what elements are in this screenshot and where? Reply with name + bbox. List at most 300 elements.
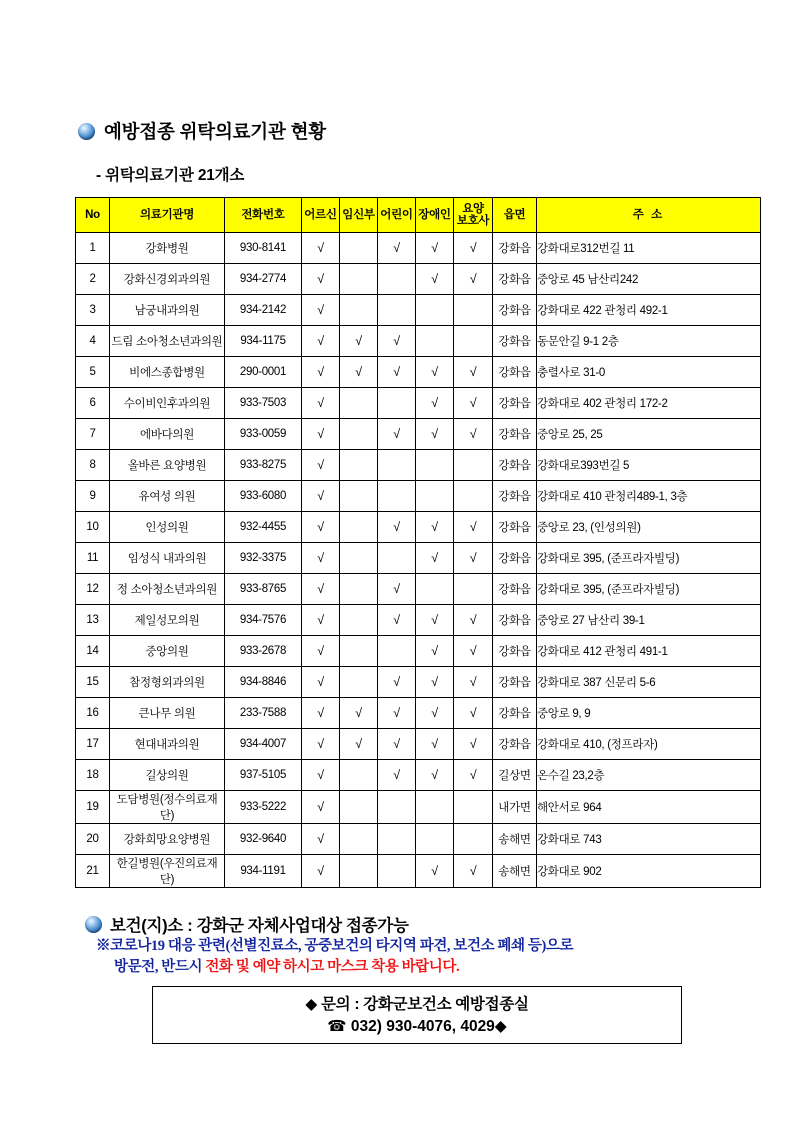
cell-tel: 932-9640 — [225, 824, 302, 855]
cell-name: 길상의원 — [110, 760, 225, 791]
cell-tel: 290-0001 — [225, 357, 302, 388]
cell-town: 강화읍 — [493, 698, 537, 729]
cell-no: 9 — [76, 481, 110, 512]
cell-caregiver — [454, 543, 493, 574]
cell-town: 강화읍 — [493, 233, 537, 264]
cell-pregnant — [340, 605, 378, 636]
check-icon: √ — [393, 240, 400, 255]
cell-name: 참정형외과의원 — [110, 667, 225, 698]
table-row — [76, 233, 761, 264]
cell-child — [378, 233, 416, 264]
check-icon: √ — [317, 519, 324, 534]
col-header-disabled: 장애인 — [416, 198, 454, 233]
cell-child — [378, 855, 416, 888]
cell-caregiver — [454, 326, 493, 357]
cell-town: 강화읍 — [493, 667, 537, 698]
check-icon: √ — [317, 457, 324, 472]
cell-address: 강화대로 395, (준프라자빌딩) — [537, 543, 761, 574]
cell-tel: 933-2678 — [225, 636, 302, 667]
check-icon: √ — [393, 333, 400, 348]
check-icon: √ — [393, 364, 400, 379]
table-row — [76, 574, 761, 605]
health-center-heading — [85, 912, 409, 936]
cell-disabled — [416, 760, 454, 791]
cell-no: 16 — [76, 698, 110, 729]
cell-no: 12 — [76, 574, 110, 605]
cell-no: 19 — [76, 791, 110, 824]
cell-name: 남궁내과의원 — [110, 295, 225, 326]
col-header-name: 의료기관명 — [110, 198, 225, 233]
cell-no: 20 — [76, 824, 110, 855]
check-icon: √ — [317, 643, 324, 658]
cell-tel: 937-5105 — [225, 760, 302, 791]
table-header — [76, 198, 761, 233]
cell-town: 강화읍 — [493, 326, 537, 357]
table-row — [76, 760, 761, 791]
table-row — [76, 357, 761, 388]
cell-address: 강화대로 395, (준프라자빌딩) — [537, 574, 761, 605]
check-icon: √ — [317, 736, 324, 751]
check-icon: √ — [317, 674, 324, 689]
check-icon: √ — [469, 364, 477, 379]
check-icon: √ — [393, 581, 400, 596]
cell-name: 강화희망요양병원 — [110, 824, 225, 855]
cell-caregiver — [454, 855, 493, 888]
cell-tel: 934-2774 — [225, 264, 302, 295]
cell-address: 충렬사로 31-0 — [537, 357, 761, 388]
cell-caregiver — [454, 636, 493, 667]
check-icon: √ — [431, 240, 438, 255]
cell-disabled — [416, 824, 454, 855]
cell-town: 강화읍 — [493, 605, 537, 636]
cell-tel: 934-2142 — [225, 295, 302, 326]
contact-phone: ☎ 032) 930-4076, 4029◆ — [327, 1018, 507, 1035]
col-header-address: 주 소 — [537, 198, 761, 233]
cell-tel: 934-7576 — [225, 605, 302, 636]
cell-elderly — [302, 791, 340, 824]
cell-elderly — [302, 233, 340, 264]
cell-elderly — [302, 824, 340, 855]
cell-town: 강화읍 — [493, 295, 537, 326]
cell-elderly — [302, 450, 340, 481]
cell-caregiver — [454, 233, 493, 264]
cell-tel: 934-1191 — [225, 855, 302, 888]
table-row — [76, 326, 761, 357]
check-icon: √ — [355, 736, 362, 751]
cell-caregiver — [454, 824, 493, 855]
cell-town: 강화읍 — [493, 357, 537, 388]
cell-child — [378, 791, 416, 824]
page-title — [78, 118, 326, 144]
check-icon: √ — [431, 674, 438, 689]
cell-name: 강화신경외과의원 — [110, 264, 225, 295]
cell-pregnant — [340, 388, 378, 419]
cell-disabled — [416, 326, 454, 357]
cell-no: 14 — [76, 636, 110, 667]
cell-no: 3 — [76, 295, 110, 326]
cell-disabled — [416, 357, 454, 388]
cell-address: 강화대로 410 관청리489-1, 3층 — [537, 481, 761, 512]
cell-town: 강화읍 — [493, 264, 537, 295]
cell-name: 임성식 내과의원 — [110, 543, 225, 574]
cell-address: 해안서로 964 — [537, 791, 761, 824]
cell-address: 중앙로 23, (인성의원) — [537, 512, 761, 543]
cell-name: 정 소아청소년과의원 — [110, 574, 225, 605]
cell-name: 유여성 의원 — [110, 481, 225, 512]
cell-elderly — [302, 388, 340, 419]
table-row — [76, 264, 761, 295]
col-header-child: 어린이 — [378, 198, 416, 233]
cell-caregiver — [454, 388, 493, 419]
cell-tel: 933-6080 — [225, 481, 302, 512]
cell-elderly — [302, 698, 340, 729]
cell-caregiver — [454, 357, 493, 388]
cell-child — [378, 326, 416, 357]
cell-tel: 933-5222 — [225, 791, 302, 824]
cell-elderly — [302, 667, 340, 698]
cell-pregnant — [340, 357, 378, 388]
cell-child — [378, 481, 416, 512]
cell-no: 17 — [76, 729, 110, 760]
cell-tel: 233-7588 — [225, 698, 302, 729]
cell-child — [378, 357, 416, 388]
cell-disabled — [416, 605, 454, 636]
cell-town: 송해면 — [493, 855, 537, 888]
check-icon: √ — [317, 863, 324, 878]
cell-town: 강화읍 — [493, 574, 537, 605]
cell-name: 에바다의원 — [110, 419, 225, 450]
cell-child — [378, 729, 416, 760]
cell-child — [378, 388, 416, 419]
page-subtitle: - 위탁의료기관 21개소 — [96, 167, 245, 184]
check-icon: √ — [317, 550, 324, 565]
cell-tel: 934-8846 — [225, 667, 302, 698]
table-row — [76, 824, 761, 855]
cell-address: 강화대로 412 관청리 491-1 — [537, 636, 761, 667]
cell-elderly — [302, 264, 340, 295]
check-icon: √ — [317, 333, 324, 348]
cell-pregnant — [340, 419, 378, 450]
table-row — [76, 605, 761, 636]
cell-elderly — [302, 543, 340, 574]
check-icon: √ — [469, 519, 477, 534]
cell-town: 강화읍 — [493, 512, 537, 543]
col-header-caregiver — [454, 198, 493, 233]
cell-address: 강화대로393번길 5 — [537, 450, 761, 481]
cell-elderly — [302, 481, 340, 512]
cell-tel: 934-4007 — [225, 729, 302, 760]
covid-notice-line2-red: 전화 및 예약 하시고 마스크 착용 바랍니다. — [205, 958, 460, 975]
health-center-heading-text: 보건(지)소 : 강화군 자체사업대상 접종가능 — [110, 917, 409, 935]
cell-address: 강화대로 410, (정프라자) — [537, 729, 761, 760]
cell-child — [378, 667, 416, 698]
cell-disabled — [416, 481, 454, 512]
cell-town: 강화읍 — [493, 729, 537, 760]
cell-elderly — [302, 512, 340, 543]
covid-notice-line2 — [96, 957, 736, 978]
cell-tel: 933-0059 — [225, 419, 302, 450]
cell-name: 비에스종합병원 — [110, 357, 225, 388]
table-row — [76, 419, 761, 450]
cell-disabled — [416, 667, 454, 698]
institutions-table — [75, 197, 761, 888]
cell-pregnant — [340, 574, 378, 605]
cell-address: 중앙로 9, 9 — [537, 698, 761, 729]
cell-town: 강화읍 — [493, 481, 537, 512]
cell-no: 4 — [76, 326, 110, 357]
page-title-text: 예방접종 위탁의료기관 현황 — [104, 121, 326, 142]
check-icon: √ — [469, 674, 477, 689]
cell-no: 13 — [76, 605, 110, 636]
check-icon: √ — [469, 395, 477, 410]
cell-no: 2 — [76, 264, 110, 295]
check-icon: √ — [431, 767, 438, 782]
cell-name: 올바른 요양병원 — [110, 450, 225, 481]
cell-elderly — [302, 357, 340, 388]
cell-town: 강화읍 — [493, 419, 537, 450]
check-icon: √ — [355, 333, 362, 348]
cell-name: 현대내과의원 — [110, 729, 225, 760]
cell-caregiver — [454, 667, 493, 698]
cell-address: 강화대로 743 — [537, 824, 761, 855]
cell-address: 강화대로 402 관청리 172-2 — [537, 388, 761, 419]
cell-disabled — [416, 233, 454, 264]
col-header-no: No — [76, 198, 110, 233]
cell-pregnant — [340, 729, 378, 760]
cell-child — [378, 543, 416, 574]
check-icon: √ — [469, 240, 477, 255]
cell-address: 강화대로 422 관청리 492-1 — [537, 295, 761, 326]
cell-elderly — [302, 419, 340, 450]
cell-pregnant — [340, 450, 378, 481]
cell-caregiver — [454, 605, 493, 636]
check-icon: √ — [431, 426, 438, 441]
check-icon: √ — [393, 519, 400, 534]
check-icon: √ — [469, 612, 477, 627]
cell-elderly — [302, 295, 340, 326]
table-row — [76, 791, 761, 824]
cell-disabled — [416, 388, 454, 419]
check-icon: √ — [317, 364, 324, 379]
col-header-caregiver-line1: 요양 — [462, 202, 484, 215]
cell-elderly — [302, 636, 340, 667]
cell-pregnant — [340, 636, 378, 667]
cell-no: 6 — [76, 388, 110, 419]
cell-name: 인성의원 — [110, 512, 225, 543]
cell-disabled — [416, 295, 454, 326]
check-icon: √ — [317, 831, 324, 846]
cell-elderly — [302, 855, 340, 888]
cell-no: 1 — [76, 233, 110, 264]
cell-tel: 930-8141 — [225, 233, 302, 264]
cell-elderly — [302, 326, 340, 357]
check-icon: √ — [317, 240, 324, 255]
cell-caregiver — [454, 419, 493, 450]
cell-name: 한길병원(우진의료재단) — [110, 855, 225, 888]
blue-sphere-bullet-icon — [78, 123, 95, 140]
cell-address: 중앙로 27 남산리 39-1 — [537, 605, 761, 636]
check-icon: √ — [317, 302, 324, 317]
covid-notice-line1: ※코로나19 대응 관련(선별진료소, 공중보건의 타지역 파견, 보건소 폐쇄 등)으로 — [96, 938, 574, 954]
cell-no: 10 — [76, 512, 110, 543]
check-icon: √ — [317, 799, 324, 814]
check-icon: √ — [469, 736, 477, 751]
check-icon: √ — [431, 271, 438, 286]
check-icon: √ — [431, 519, 438, 534]
covid-notice — [96, 936, 736, 977]
check-icon: √ — [317, 271, 324, 286]
check-icon: √ — [355, 364, 362, 379]
cell-disabled — [416, 698, 454, 729]
table-row — [76, 667, 761, 698]
cell-no: 5 — [76, 357, 110, 388]
cell-pregnant — [340, 295, 378, 326]
cell-pregnant — [340, 481, 378, 512]
check-icon: √ — [393, 612, 400, 627]
cell-child — [378, 512, 416, 543]
cell-address: 강화대로312번길 11 — [537, 233, 761, 264]
cell-child — [378, 636, 416, 667]
check-icon: √ — [393, 426, 400, 441]
col-header-tel: 전화번호 — [225, 198, 302, 233]
cell-elderly — [302, 760, 340, 791]
cell-tel: 933-7503 — [225, 388, 302, 419]
cell-name: 제일성모의원 — [110, 605, 225, 636]
cell-name: 큰나무 의원 — [110, 698, 225, 729]
check-icon: √ — [431, 612, 438, 627]
cell-tel: 934-1175 — [225, 326, 302, 357]
cell-no: 8 — [76, 450, 110, 481]
check-icon: √ — [317, 705, 324, 720]
cell-town: 강화읍 — [493, 450, 537, 481]
cell-town: 길상면 — [493, 760, 537, 791]
cell-address: 강화대로 902 — [537, 855, 761, 888]
cell-address: 중앙로 45 남산리242 — [537, 264, 761, 295]
cell-pregnant — [340, 667, 378, 698]
col-header-elderly: 어르신 — [302, 198, 340, 233]
check-icon: √ — [469, 767, 477, 782]
cell-caregiver — [454, 729, 493, 760]
cell-no: 15 — [76, 667, 110, 698]
cell-no: 21 — [76, 855, 110, 888]
table-row — [76, 388, 761, 419]
check-icon: √ — [469, 426, 477, 441]
cell-pregnant — [340, 543, 378, 574]
cell-child — [378, 419, 416, 450]
cell-caregiver — [454, 760, 493, 791]
cell-caregiver — [454, 264, 493, 295]
cell-tel: 933-8765 — [225, 574, 302, 605]
cell-town: 강화읍 — [493, 543, 537, 574]
cell-pregnant — [340, 824, 378, 855]
cell-tel: 933-8275 — [225, 450, 302, 481]
cell-caregiver — [454, 698, 493, 729]
check-icon: √ — [317, 426, 324, 441]
cell-pregnant — [340, 698, 378, 729]
cell-town: 송해면 — [493, 824, 537, 855]
covid-notice-line2-blue: 방문전, 반드시 — [114, 958, 206, 975]
check-icon: √ — [317, 612, 324, 627]
cell-pregnant — [340, 264, 378, 295]
table-row — [76, 636, 761, 667]
cell-no: 18 — [76, 760, 110, 791]
check-icon: √ — [431, 736, 438, 751]
cell-pregnant — [340, 791, 378, 824]
cell-pregnant — [340, 855, 378, 888]
table-row — [76, 512, 761, 543]
cell-name: 도담병원(정수의료재단) — [110, 791, 225, 824]
table-row — [76, 481, 761, 512]
cell-name: 중앙의원 — [110, 636, 225, 667]
cell-child — [378, 574, 416, 605]
cell-no: 11 — [76, 543, 110, 574]
cell-town: 강화읍 — [493, 636, 537, 667]
col-header-pregnant: 임신부 — [340, 198, 378, 233]
cell-disabled — [416, 855, 454, 888]
check-icon: √ — [431, 643, 438, 658]
check-icon: √ — [393, 736, 400, 751]
contact-box — [152, 986, 682, 1044]
check-icon: √ — [393, 705, 400, 720]
check-icon: √ — [469, 643, 477, 658]
check-icon: √ — [393, 767, 400, 782]
check-icon: √ — [431, 550, 438, 565]
check-icon: √ — [393, 674, 400, 689]
check-icon: √ — [317, 767, 324, 782]
cell-caregiver — [454, 450, 493, 481]
cell-caregiver — [454, 574, 493, 605]
cell-elderly — [302, 574, 340, 605]
table-body — [76, 233, 761, 888]
cell-child — [378, 295, 416, 326]
check-icon: √ — [317, 395, 324, 410]
cell-town: 강화읍 — [493, 388, 537, 419]
cell-disabled — [416, 729, 454, 760]
institutions-table-wrapper — [75, 197, 750, 888]
cell-tel: 932-4455 — [225, 512, 302, 543]
cell-child — [378, 698, 416, 729]
check-icon: √ — [431, 364, 438, 379]
check-icon: √ — [469, 271, 477, 286]
cell-caregiver — [454, 481, 493, 512]
cell-child — [378, 605, 416, 636]
check-icon: √ — [431, 395, 438, 410]
check-icon: √ — [469, 705, 477, 720]
blue-sphere-bullet-icon — [85, 916, 102, 933]
cell-child — [378, 824, 416, 855]
table-row — [76, 450, 761, 481]
col-header-caregiver-line2: 보호사 — [456, 215, 490, 227]
check-icon: √ — [469, 550, 477, 565]
cell-child — [378, 760, 416, 791]
table-row — [76, 543, 761, 574]
cell-caregiver — [454, 295, 493, 326]
check-icon: √ — [317, 581, 324, 596]
cell-no: 7 — [76, 419, 110, 450]
check-icon: √ — [431, 705, 438, 720]
cell-pregnant — [340, 233, 378, 264]
check-icon: √ — [317, 488, 324, 503]
cell-caregiver — [454, 512, 493, 543]
table-row — [76, 295, 761, 326]
cell-disabled — [416, 419, 454, 450]
cell-name: 드림 소아청소년과의원 — [110, 326, 225, 357]
cell-pregnant — [340, 326, 378, 357]
cell-child — [378, 450, 416, 481]
cell-caregiver — [454, 791, 493, 824]
table-row — [76, 855, 761, 888]
contact-office: ◆ 문의 : 강화군보건소 예방접종실 — [305, 996, 529, 1013]
